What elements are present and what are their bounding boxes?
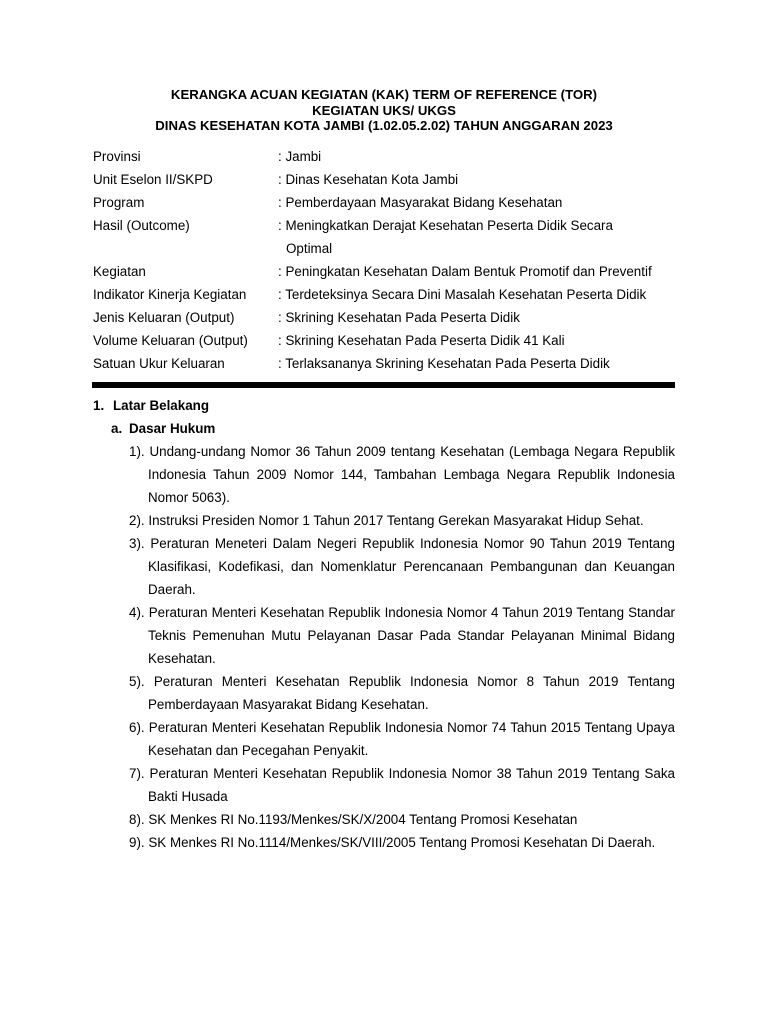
subsection-letter: a.: [111, 421, 123, 436]
list-item-text: SK Menkes RI No.1193/Menkes/SK/X/2004 Tentang Promosi Kesehatan: [148, 812, 578, 827]
section-latar-belakang: [93, 394, 675, 854]
meta-row-unit: [93, 168, 683, 191]
list-item: [129, 716, 675, 762]
meta-row-program: [93, 191, 683, 214]
list-item-number: 4).: [129, 605, 145, 620]
title-line-3: DINAS KESEHATAN KOTA JAMBI (1.02.05.2.02) TAHUN ANGGARAN 2023: [155, 118, 613, 133]
list-item-number: 3).: [129, 536, 145, 551]
section-heading: [93, 394, 675, 417]
meta-value: : Dinas Kesehatan Kota Jambi: [278, 172, 459, 187]
activity-info-table: [93, 145, 683, 375]
meta-label: Program: [93, 195, 145, 210]
subsection-title: Dasar Hukum: [129, 421, 216, 436]
title-line-1: KERANGKA ACUAN KEGIATAN (KAK) TERM OF REFERENCE (TOR): [170, 87, 598, 102]
meta-row-satuan-ukur: [93, 352, 683, 375]
list-item: [129, 440, 675, 509]
meta-row-jenis-keluaran: [93, 306, 683, 329]
meta-label: Unit Eselon II/SKPD: [93, 172, 213, 187]
list-item: [129, 509, 675, 532]
section-divider: [92, 382, 675, 388]
list-item: [129, 670, 675, 716]
legal-basis-list: [93, 440, 675, 854]
list-item: [129, 831, 675, 854]
meta-value: : Skrining Kesehatan Pada Peserta Didik: [278, 310, 520, 325]
meta-row-kegiatan: [93, 260, 683, 283]
list-item-number: 1).: [129, 444, 145, 459]
meta-label: Jenis Keluaran (Output): [93, 310, 235, 325]
meta-label: Provinsi: [93, 149, 141, 164]
meta-row-provinsi: [93, 145, 683, 168]
list-item: [129, 808, 675, 831]
meta-value: : Peningkatan Kesehatan Dalam Bentuk Promotif dan Preventif: [278, 264, 652, 279]
section-title: Latar Belakang: [113, 398, 210, 413]
meta-row-volume-keluaran: [93, 329, 683, 352]
list-item-number: 9).: [129, 835, 145, 850]
list-item-number: 2).: [129, 513, 145, 528]
list-item-text: Peraturan Menteri Kesehatan Republik Indonesia Nomor 74 Tahun 2015 Tentang Upaya Kesehatan dan Pecegahan Penyakit.: [148, 720, 675, 758]
meta-value: : Pemberdayaan Masyarakat Bidang Kesehatan: [278, 195, 563, 210]
meta-value: : Skrining Kesehatan Pada Peserta Didik 41 Kali: [278, 333, 565, 348]
list-item-text: Peraturan Menteri Kesehatan Republik Indonesia Nomor 4 Tahun 2019 Tentang Standar Teknis Pemenuhan Mutu Pelayanan Dasar Pada Standar Pelayanan Minimal Bidang Kesehatan.: [148, 605, 675, 666]
meta-value: : Terlaksananya Skrining Kesehatan Pada Peserta Didik: [278, 356, 610, 371]
meta-value-line: : Meningkatkan Derajat Kesehatan Peserta Didik Secara: [278, 218, 613, 233]
meta-row-indikator: [93, 283, 683, 306]
list-item-number: 8).: [129, 812, 145, 827]
section-number: 1.: [93, 398, 105, 413]
meta-label: Volume Keluaran (Output): [93, 333, 248, 348]
meta-label: Satuan Ukur Keluaran: [93, 356, 225, 371]
list-item: [129, 601, 675, 670]
meta-value: : Jambi: [278, 149, 322, 164]
meta-row-outcome: [93, 214, 683, 260]
list-item: [129, 532, 675, 601]
meta-value: [278, 214, 683, 260]
meta-value-continuation: Optimal: [286, 241, 333, 256]
list-item-text: Peraturan Menteri Kesehatan Republik Indonesia Nomor 38 Tahun 2019 Tentang Saka Bakti Husada: [148, 766, 675, 804]
list-item-text: Peraturan Meneteri Dalam Negeri Republik Indonesia Nomor 90 Tahun 2019 Tentang Klasifikasi, Kodefikasi, dan Nomenklatur Perencanaan Pembangunan dan Keuangan Daerah.: [148, 536, 675, 597]
meta-label: Kegiatan: [93, 264, 146, 279]
meta-value: : Terdeteksinya Secara Dini Masalah Kesehatan Peserta Didik: [278, 287, 647, 302]
list-item-number: 6).: [129, 720, 145, 735]
list-item-text: Peraturan Menteri Kesehatan Republik Indonesia Nomor 8 Tahun 2019 Tentang Pemberdayaan Masyarakat Bidang Kesehatan.: [148, 674, 675, 712]
list-item-text: Instruksi Presiden Nomor 1 Tahun 2017 Tentang Gerekan Masyarakat Hidup Sehat.: [148, 513, 644, 528]
meta-label: Hasil (Outcome): [93, 218, 190, 233]
meta-label: Indikator Kinerja Kegiatan: [93, 287, 247, 302]
document-title: [0, 87, 768, 134]
list-item-text: SK Menkes RI No.1114/Menkes/SK/VIII/2005 Tentang Promosi Kesehatan Di Daerah.: [148, 835, 656, 850]
list-item-number: 5).: [129, 674, 145, 689]
title-line-2: KEGIATAN UKS/ UKGS: [312, 102, 456, 118]
subsection-heading: [93, 417, 675, 440]
list-item-text: Undang-undang Nomor 36 Tahun 2009 tentang Kesehatan (Lembaga Negara Republik Indonesia Tahun 2009 Nomor 144, Tambahan Lembaga Negara Republik Indonesia Nomor 5063).: [148, 444, 675, 505]
list-item-number: 7).: [129, 766, 145, 781]
list-item: [129, 762, 675, 808]
